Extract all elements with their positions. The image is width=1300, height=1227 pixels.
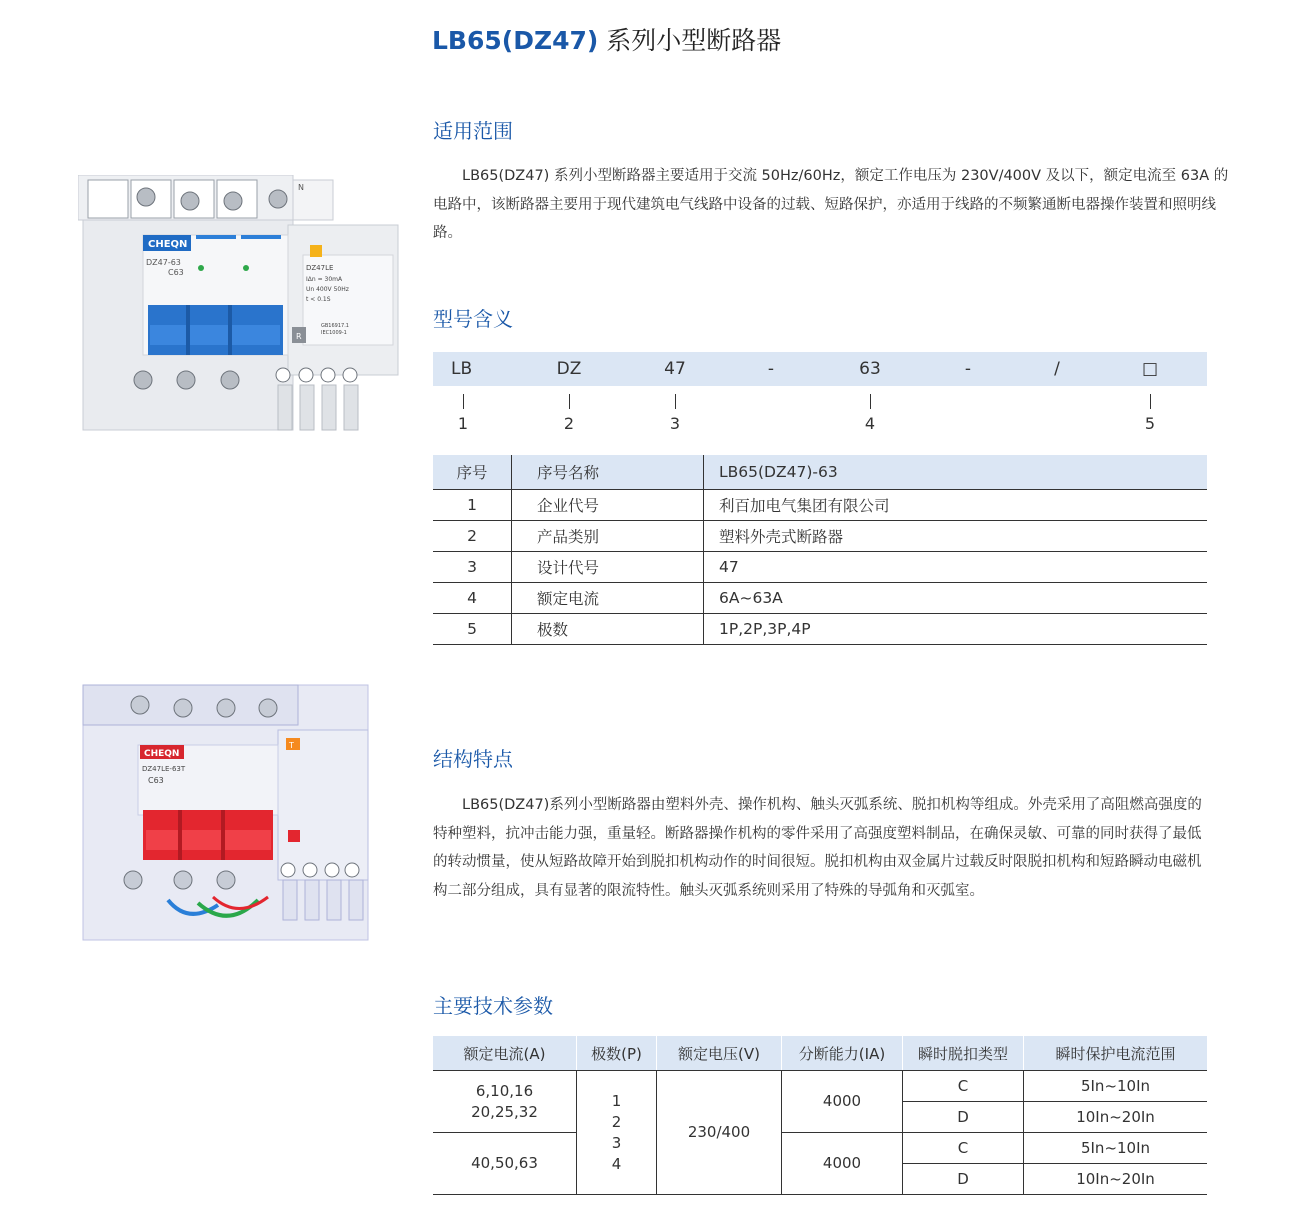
model-part-dash-1: - (767, 359, 775, 379)
neutral-label: N (298, 183, 304, 192)
header-model: LB65(DZ47)-63 (704, 455, 1208, 490)
brand-label: CHEQN (148, 239, 188, 250)
rating-label-2: C63 (148, 776, 164, 785)
row-value: 6A~63A (704, 583, 1208, 614)
trip-type: D (903, 1102, 1024, 1133)
rcd-spec-1: IΔn = 30mA (306, 276, 343, 283)
table-row (433, 1133, 1207, 1164)
tech-heading: 主要技术参数 (433, 994, 553, 1018)
model-num-1: 1 (457, 414, 469, 433)
row-index: 4 (433, 583, 512, 614)
rated-current-a-line2: 20,25,32 (471, 1102, 538, 1121)
rated-current-a-line1: 6,10,16 (475, 1081, 534, 1100)
pole-value: 2 (611, 1112, 622, 1131)
trip-type: D (903, 1164, 1024, 1195)
product-image-transparent-rcbo (78, 675, 370, 945)
model-tick-1 (463, 394, 464, 409)
header-breaking-capacity: 分断能力(IA) (782, 1036, 903, 1071)
rcd-spec-3: t < 0.1S (306, 296, 331, 303)
row-name: 极数 (512, 614, 704, 645)
table-header-row (433, 455, 1207, 490)
poles-cell (577, 1071, 657, 1195)
rated-voltage-cell: 230/400 (657, 1071, 782, 1195)
rated-current-group-a (433, 1071, 577, 1133)
row-value: 塑料外壳式断路器 (704, 521, 1208, 552)
model-code-bar (433, 352, 1207, 386)
model-part-63: 63 (859, 359, 881, 379)
breaking-capacity-a: 4000 (782, 1071, 903, 1133)
title-model: LB65(DZ47) (432, 26, 599, 55)
model-num-2: 2 (563, 414, 575, 433)
row-value: 47 (704, 552, 1208, 583)
model-part-47: 47 (664, 359, 686, 379)
std-1: GB16917.1 (321, 323, 349, 329)
header-poles: 极数(P) (577, 1036, 657, 1071)
row-value: 利百加电气集团有限公司 (704, 490, 1208, 521)
row-name: 设计代号 (512, 552, 704, 583)
table-row (433, 521, 1207, 552)
model-part-dz: DZ (556, 359, 582, 379)
structure-text: LB65(DZ47)系列小型断路器由塑料外壳、操作机构、触头灭弧系统、脱扣机构等组成。外壳采用了高阻燃高强度的特种塑料，抗冲击能力强，重量轻。断路器操作机构的零件采用了高强度塑料制品，在确保灵敏、可靠的同时获得了最低的转动惯量，使从短路故障开始到脱扣机构动作的时间很短。脱扣机构由双金属片过载反时限脱扣机构和短路瞬动电磁机构二部分组成，具有显著的限流特性。触头灭弧系统则采用了特殊的导弧角和灭弧室。 (433, 797, 1202, 899)
model-part-box: □ (1141, 359, 1159, 379)
row-name: 产品类别 (512, 521, 704, 552)
rcd-model-label: DZ47LE (306, 264, 334, 272)
protection-range: 10In~20In (1024, 1164, 1208, 1195)
row-name: 额定电流 (512, 583, 704, 614)
tech-params-table (433, 1036, 1207, 1195)
breaking-capacity-b: 4000 (782, 1133, 903, 1195)
model-tick-5 (1150, 394, 1151, 409)
header-rated-voltage: 额定电压(V) (657, 1036, 782, 1071)
table-row (433, 614, 1207, 645)
header-trip-type: 瞬时脱扣类型 (903, 1036, 1024, 1071)
row-index: 3 (433, 552, 512, 583)
model-tick-4 (870, 394, 871, 409)
model-tick-3 (675, 394, 676, 409)
header-index: 序号 (433, 455, 512, 490)
trip-type: C (903, 1071, 1024, 1102)
model-part-lb: LB (451, 359, 473, 379)
protection-range: 5In~10In (1024, 1133, 1208, 1164)
scope-text: LB65(DZ47) 系列小型断路器主要适用于交流 50Hz/60Hz，额定工作电压为 230V/400V 及以下，额定电流至 63A 的电路中，该断路器主要用于现代建筑电气线路中设备的过载、短路保护，亦适用于线路的不频繁通断电器操作装置和照明线路。 (433, 168, 1229, 241)
brand-label-2: CHEQN (144, 749, 180, 759)
row-index: 5 (433, 614, 512, 645)
header-name: 序号名称 (512, 455, 704, 490)
table-header-row (433, 1036, 1207, 1071)
model-num-5: 5 (1144, 414, 1156, 433)
model-meaning-table (433, 455, 1207, 645)
page-title (432, 24, 781, 58)
model-part-dash-2: - (964, 359, 972, 379)
rating-label: C63 (168, 268, 184, 277)
model-label-2: DZ47LE-63T (142, 765, 186, 773)
pole-value: 1 (611, 1091, 622, 1110)
rated-current-group-b: 40,50,63 (433, 1133, 577, 1195)
model-label: DZ47-63 (146, 258, 181, 267)
table-row (433, 1071, 1207, 1102)
scope-heading: 适用范围 (433, 119, 513, 143)
test-key-2: T (289, 741, 294, 750)
model-tick-2 (569, 394, 570, 409)
header-rated-current: 额定电流(A) (433, 1036, 577, 1071)
rcd-spec-2: Un 400V 50Hz (306, 286, 349, 293)
structure-heading: 结构特点 (433, 747, 513, 771)
row-name: 企业代号 (512, 490, 704, 521)
model-num-3: 3 (669, 414, 681, 433)
row-index: 1 (433, 490, 512, 521)
title-name: 系列小型断路器 (606, 26, 782, 55)
table-row (433, 490, 1207, 521)
model-part-slash: / (1054, 359, 1060, 379)
model-num-4: 4 (864, 414, 876, 433)
table-row (433, 583, 1207, 614)
table-row (433, 552, 1207, 583)
protection-range: 5In~10In (1024, 1071, 1208, 1102)
model-meaning-heading: 型号含义 (433, 307, 513, 331)
protection-range: 10In~20In (1024, 1102, 1208, 1133)
header-protection-range: 瞬时保护电流范围 (1024, 1036, 1208, 1071)
pole-value: 3 (611, 1133, 622, 1152)
trip-type: C (903, 1133, 1024, 1164)
row-index: 2 (433, 521, 512, 552)
std-2: IEC1009-1 (321, 330, 347, 336)
pole-value: 4 (611, 1154, 622, 1173)
test-key: R (296, 332, 302, 341)
row-value: 1P,2P,3P,4P (704, 614, 1208, 645)
product-image-rcbo (78, 175, 400, 437)
